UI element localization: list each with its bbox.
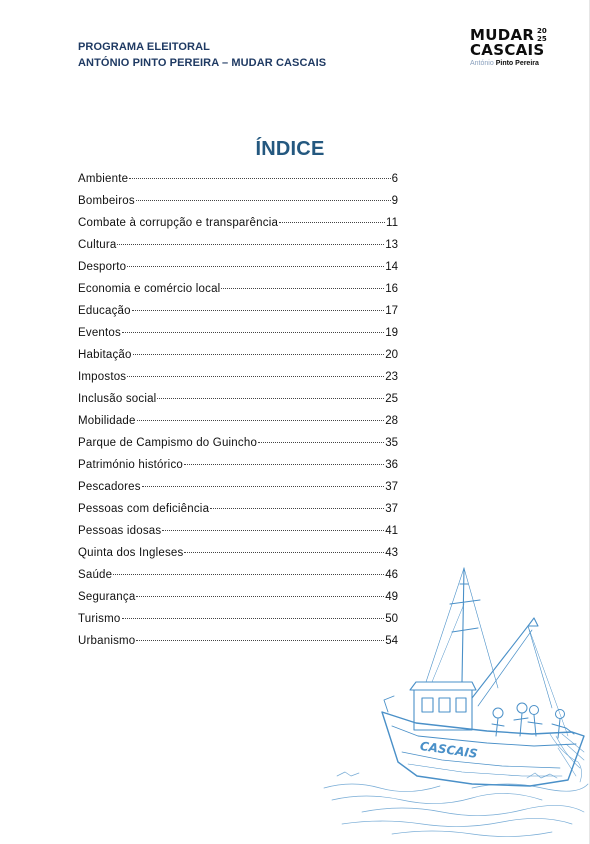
toc-entry-label: Pessoas com deficiência [78,503,210,515]
toc-entry-label: Pessoas idosas [78,525,162,537]
logo-word-mudar: MUDAR [470,26,535,44]
toc-dot-leader [258,442,384,443]
toc-entry-page-number: 17 [385,305,398,317]
toc-entry[interactable] [78,234,398,256]
toc-entry[interactable] [78,278,398,300]
mudar-cascais-logo [470,28,570,73]
toc-entry-page-number: 19 [385,327,398,339]
toc-entry-page-number: 41 [385,525,398,537]
toc-entry-label: Bombeiros [78,195,135,207]
toc-entry-label: Património histórico [78,459,183,471]
toc-entry-page-number: 54 [385,635,398,647]
toc-entry-page-number: 23 [385,371,398,383]
toc-entry[interactable] [78,168,398,190]
toc-entry-page-number: 36 [385,459,398,471]
logo-name-last: Pinto Pereira [495,60,539,67]
toc-entry-page-number: 37 [385,503,398,515]
toc-dot-leader [221,288,384,289]
header-candidate-label: ANTÓNIO PINTO PEREIRA – MUDAR CASCAIS [78,57,327,69]
toc-dot-leader [142,486,384,487]
toc-entry-page-number: 46 [385,569,398,581]
toc-entry-page-number: 37 [385,481,398,493]
toc-entry-label: Turismo [78,613,121,625]
toc-entry[interactable] [78,410,398,432]
logo-year [537,28,547,43]
toc-dot-leader [137,420,385,421]
toc-entry-page-number: 20 [385,349,398,361]
toc-dot-leader [210,508,384,509]
toc-entry[interactable] [78,256,398,278]
toc-entry-label: Cultura [78,239,117,251]
header-program-label: PROGRAMA ELEITORAL [78,41,210,53]
toc-dot-leader [117,244,384,245]
toc-entry-page-number: 35 [385,437,398,449]
toc-entry-label: Saúde [78,569,113,581]
toc-entry[interactable] [78,454,398,476]
toc-entry-page-number: 14 [385,261,398,273]
toc-entry[interactable] [78,322,398,344]
toc-dot-leader [136,200,391,201]
toc-entry-page-number: 9 [391,195,398,207]
logo-year-bottom: 25 [537,34,547,43]
toc-entry-label: Inclusão social [78,393,157,405]
index-title: ÍNDICE [255,138,325,160]
toc-entry-page-number: 50 [385,613,398,625]
toc-entry[interactable] [78,190,398,212]
toc-dot-leader [127,266,384,267]
toc-entry[interactable] [78,388,398,410]
toc-entry[interactable] [78,366,398,388]
toc-entry-page-number: 28 [385,415,398,427]
toc-entry[interactable] [78,300,398,322]
toc-dot-leader [162,530,384,531]
toc-entry-page-number: 16 [385,283,398,295]
fishing-boat-illustration [322,548,590,838]
toc-dot-leader [133,354,385,355]
toc-entry[interactable] [78,498,398,520]
toc-entry-label: Economia e comércio local [78,283,221,295]
toc-entry-label: Parque de Campismo do Guincho [78,437,258,449]
logo-year-top: 20 [537,27,547,35]
toc-entry-label: Mobilidade [78,415,136,427]
toc-entry-label: Urbanismo [78,635,136,647]
toc-dot-leader [157,398,384,399]
toc-entry-page-number: 6 [391,173,398,185]
toc-dot-leader [129,178,390,179]
toc-entry-page-number: 13 [385,239,398,251]
logo-candidate-name [470,60,539,67]
toc-entry-label: Impostos [78,371,127,383]
logo-word-cascais: CASCAIS [470,41,545,59]
toc-entry-label: Eventos [78,327,121,339]
toc-entry-label: Combate à corrupção e transparência [78,217,279,229]
toc-entry-label: Educação [78,305,131,317]
toc-entry[interactable] [78,344,398,366]
toc-entry-page-number: 49 [385,591,398,603]
toc-entry[interactable] [78,476,398,498]
toc-dot-leader [279,222,385,223]
toc-entry-page-number: 25 [385,393,398,405]
document-header [78,39,326,71]
toc-entry-label: Quinta dos Ingleses [78,547,184,559]
logo-name-first: António [470,60,494,67]
toc-entry[interactable] [78,432,398,454]
boat-name-label: CASCAIS [419,738,479,761]
toc-entry[interactable] [78,212,398,234]
toc-entry-label: Ambiente [78,173,129,185]
toc-entry-label: Segurança [78,591,136,603]
toc-dot-leader [127,376,384,377]
toc-entry[interactable] [78,520,398,542]
toc-entry-page-number: 43 [385,547,398,559]
toc-entry-label: Pescadores [78,481,141,493]
toc-entry-label: Habitação [78,349,132,361]
toc-dot-leader [122,332,384,333]
toc-dot-leader [184,464,384,465]
toc-dot-leader [132,310,384,311]
toc-entry-page-number: 11 [386,217,398,229]
toc-entry-label: Desporto [78,261,127,273]
